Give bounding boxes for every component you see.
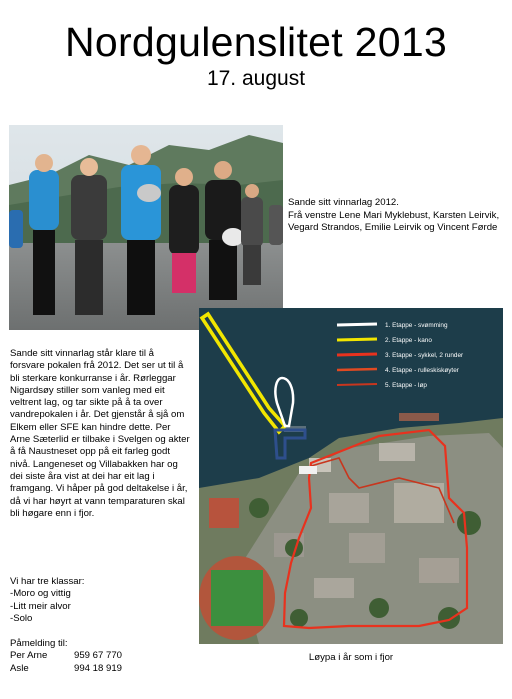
contact-name: Asle — [10, 662, 29, 674]
classes-intro: Vi har tre klassar: — [10, 576, 85, 587]
team-photo — [9, 125, 283, 330]
building — [419, 558, 459, 583]
legend-swatch — [337, 324, 377, 325]
route-map-illustration — [199, 308, 503, 644]
article-paragraph — [10, 348, 190, 520]
legend-label: 2. Etappe - kano — [385, 337, 432, 344]
team-photo-illustration — [9, 125, 283, 330]
photo-caption-names: Frå venstre Lene Mari Myklebust, Karsten Leirvik, Vegard Strandos, Emilie Leirvik og Vincent Førde — [288, 209, 500, 234]
legend-label: 4. Etappe - rulleskiskøyter — [385, 367, 459, 374]
contact-row — [10, 650, 190, 662]
legend-swatch — [337, 354, 377, 355]
photo-caption — [288, 197, 503, 235]
building — [314, 578, 354, 598]
signup-contacts — [10, 638, 190, 675]
legend-label: 1. Etappe - svømming — [385, 322, 448, 329]
contact-name: Per Arne — [10, 650, 48, 662]
article-text: Sande sitt vinnarlag står klare til å forsvare pokalen frå 2012. Det ser ut til å bli sterkare konkurranse i år. Rørleggar Nigardsøy stiller som vanleg med eit veltrent lag, og tar sikte på å ta over vandrepokalen i år. Det gjenstår å sjå om Elkem eller SFE kan hindre dette. Per Arne Sæterlid er tilbake i Svelgen og akter å få Naustneset opp på eit farleg godt nivå. Langeneset og Villabakken har og dei siste åra vist at dei har eit lag i framgang. Vi håper på god deltakelse i år, då vi har høyrt at vann temparaturen skal bli høgare enn i fjor. — [10, 348, 190, 519]
contact-phone: 959 67 770 — [74, 650, 123, 662]
signup-label: Påmelding til: — [10, 638, 68, 649]
contact-phone: 994 18 919 — [74, 662, 123, 674]
building — [209, 498, 239, 528]
event-date: 17. august — [206, 67, 306, 90]
class-item: -Solo — [10, 612, 33, 624]
legend-swatch — [337, 384, 377, 385]
contact-row — [10, 663, 190, 675]
building — [394, 483, 444, 523]
class-item: -Litt meir alvor — [10, 600, 71, 612]
boat — [399, 413, 439, 421]
route-map — [199, 308, 503, 644]
photo-caption-title: Sande sitt vinnarlag 2012. — [288, 197, 399, 208]
map-caption: Løypa i år som i fjor — [308, 652, 394, 663]
class-item: -Moro og vittig — [10, 588, 71, 600]
legend-label: 3. Etappe - sykkel, 2 runder — [385, 352, 464, 359]
building — [329, 493, 369, 523]
document-title: Nordgulenslitet 2013 — [64, 19, 448, 65]
finish-marker — [299, 466, 317, 474]
football-field — [211, 570, 263, 626]
legend-swatch — [337, 369, 377, 370]
legend-swatch — [337, 339, 377, 340]
building — [379, 443, 415, 461]
classes-list — [10, 576, 190, 625]
building — [349, 533, 385, 563]
legend-label: 5. Etappe - løp — [385, 382, 427, 389]
